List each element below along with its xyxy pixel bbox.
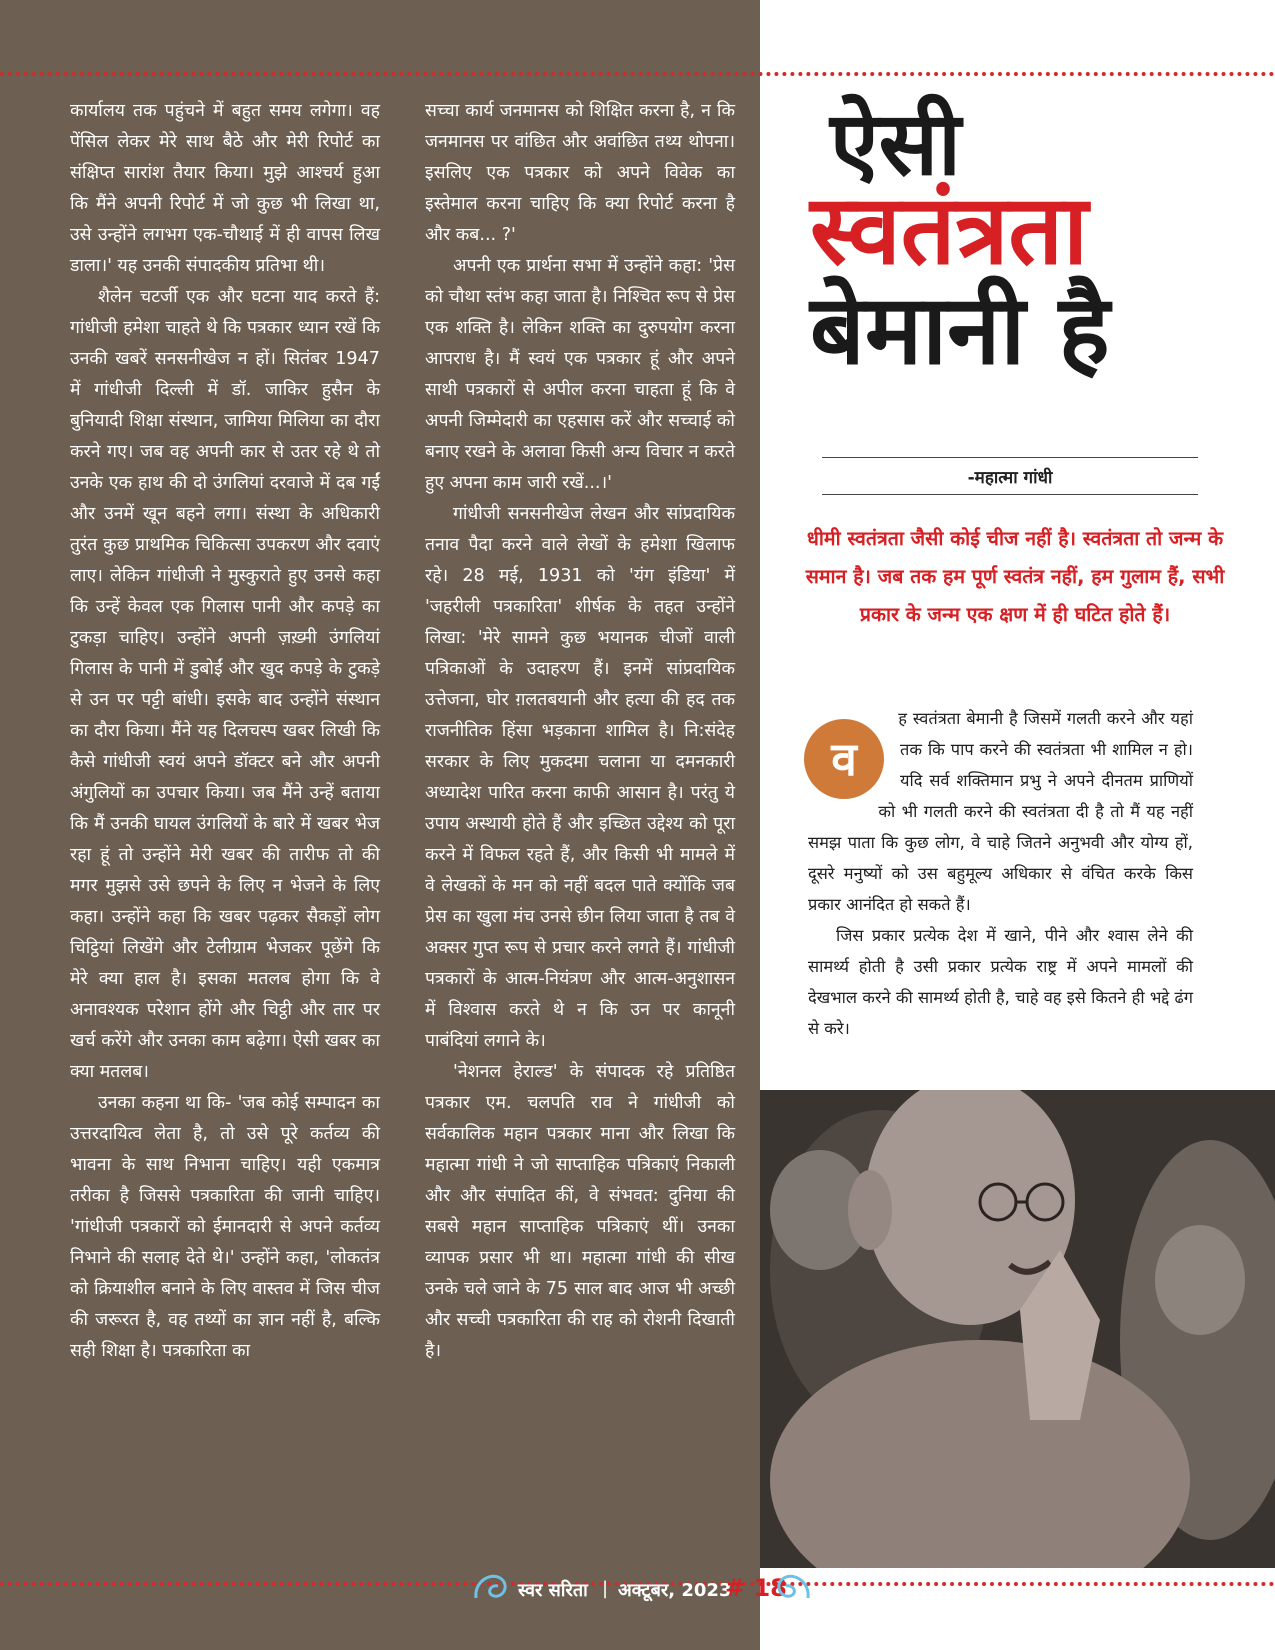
article-column-1 bbox=[70, 96, 380, 1367]
pull-quote: धीमी स्वतंत्रता जैसी कोई चीज नहीं है। स्वतंत्रता तो जन्म के समान है। जब तक हम पूर्ण स्वतंत्र नहीं, हम गुलाम हैं, सभी प्रकार के जन्म एक क्षण में ही घटित होते हैं। bbox=[805, 527, 1225, 626]
brand-name: स्वर सरिता bbox=[518, 1580, 588, 1601]
headline-line-2: स्वतंत्रता bbox=[810, 174, 1089, 286]
paragraph: गांधीजी सनसनीखेज लेखन और सांप्रदायिक तनाव पैदा करने वाले लेखों के हमेशा खिलाफ रहे। 28 मई, 1931 को 'यंग इंडिया' में 'जहरीली पत्रकारिता' शीर्षक के तहत उन्होंने लिखा: 'मेरे सामने कुछ भयानक चीजों वाली पत्रिकाओं के उदाहरण हैं। इनमें सांप्रदायिक उत्तेजना, घोर ग़लतबयानी और हत्या की हद तक राजनीतिक हिंसा भड़काना शामिल है। नि:संदेह सरकार के लिए मुकदमा चलाना या दमनकारी अध्यादेश पारित करना काफी आसान है। परंतु ये उपाय अस्थायी होते हैं और इच्छित उद्देश्य को पूरा करने में विफल रहते हैं, और किसी भी मामले में वे लेखकों के मन को नहीं बदल पाते क्योंकि जब प्रेस का खुला मंच उनसे छीन लिया जाता है तब वे अक्सर गुप्त रूप से प्रचार करने लगते हैं। गांधीजी पत्रकारों के आत्म-नियंत्रण और आत्म-अनुशासन में विश्वास करते थे न कि उन पर कानूनी पाबंदियां लगाने के। bbox=[425, 504, 735, 1051]
headline bbox=[810, 92, 1240, 386]
footer-separator: | bbox=[602, 1578, 609, 1599]
quote-body bbox=[808, 703, 1193, 1044]
author-credit: -महात्मा गांधी bbox=[967, 468, 1053, 488]
paragraph: शैलेन चटर्जी एक और घटना याद करते हैं: गांधीजी हमेशा चाहते थे कि पत्रकार ध्यान रखें कि उनकी खबरें सनसनीखेज न हों। सितंबर 1947 में गांधीजी दिल्ली में डॉ. जाकिर हुसैन के बुनियादी शिक्षा संस्थान, जामिया मिलिया का दौरा करने गए। जब वह अपनी कार से उतर रहे थे तो उनके एक हाथ की दो उंगलियां दरवाजे में दब गईं और उनमें खून बहने लगा। संस्था के अधिकारी तुरंत कुछ प्राथमिक चिकित्सा उपकरण और दवाएं लाए। लेकिन गांधीजी ने मुस्कुराते हुए उनसे कहा कि उन्हें केवल एक गिलास पानी और कपड़े का टुकड़ा चाहिए। उन्होंने अपनी ज़ख़्मी उंगलियां गिलास के पानी में डुबोईं और खुद कपड़े के टुकड़े से उन पर पट्टी बांधी। इसके बाद उन्होंने संस्थान का दौरा किया। मैंने यह दिलचस्प खबर लिखी कि कैसे गांधीजी स्वयं अपने डॉक्टर बने और अपनी अंगुलियों का उपचार किया। जब मैंने उन्हें बताया कि मैं उनकी घायल उंगलियों के बारे में खबर भेज रहा हूं तो उन्होंने मेरी खबर की तारीफ तो की मगर मुझसे उसे छपने के लिए न भेजने के लिए कहा। उन्होंने कहा कि खबर पढ़कर सैकड़ों लोग चिट्ठियां लिखेंगे और टेलीग्राम भेजकर पूछेंगे कि मेरे क्या हाल है। इसका मतलब होगा कि वे अनावश्यक परेशान होंगे और चिट्ठी और तार पर खर्च करेंगे और उनका काम बढ़ेगा। ऐसी खबर का क्या मतलब। bbox=[70, 287, 380, 1082]
issue-date: अक्टूबर, 2023 bbox=[618, 1580, 732, 1601]
page-footer bbox=[470, 1568, 830, 1608]
dropcap-badge: व bbox=[804, 719, 884, 799]
paragraph: 'नेशनल हेराल्ड' के संपादक रहे प्रतिष्ठित पत्रकार एम. चलपति राव ने गांधीजी को सर्वकालिक महान पत्रकार माना और लिखा कि महात्मा गांधी ने जो साप्ताहिक पत्रिकाएं निकाली और और संपादित कीं, वे संभवत: दुनिया की सबसे महान साप्ताहिक पत्रिकाएं थीं। उनका व्यापक प्रसार भी था। महात्मा गांधी की सीख उनके चले जाने के 75 साल बाद आज भी अच्छी और सच्ची पत्रकारिता की राह को रोशनी दिखाती है। bbox=[425, 1062, 735, 1361]
swirl-end-icon bbox=[770, 1568, 814, 1608]
portrait-illustration bbox=[760, 1090, 1275, 1568]
paragraph: सच्चा कार्य जनमानस को शिक्षित करना है, न कि जनमानस पर वांछित और अवांछित तथ्य थोपना। इसलिए एक पत्रकार को अपने विवेक का इस्तेमाल करना चाहिए कि क्या रिपोर्ट करना है और कब... ?' bbox=[425, 101, 735, 245]
paragraph: कार्यालय तक पहुंचने में बहुत समय लगेगा। वह पेंसिल लेकर मेरे साथ बैठे और मेरी रिपोर्ट का संक्षिप्त सारांश तैयार किया। मुझे आश्चर्य हुआ कि मैंने अपनी रिपोर्ट में जो कुछ भी लिखा था, उसे उन्होंने लगभग एक-चौथाई में ही वापस लिख डाला।' यह उनकी संपादकीय प्रतिभा थी। bbox=[70, 101, 380, 276]
paragraph: अपनी एक प्रार्थना सभा में उन्होंने कहा: 'प्रेस को चौथा स्तंभ कहा जाता है। निश्चित रूप से प्रेस एक शक्ति है। लेकिन शक्ति का दुरुपयोग करना आपराध है। मैं स्वयं एक पत्रकार हूं और अपने साथी पत्रकारों से अपील करना चाहता हूं कि वे अपनी जिम्मेदारी का एहसास करें और सच्चाई को बनाए रखने के अलावा किसी अन्य विचार न करते हुए अपना काम जारी रखें...।' bbox=[425, 256, 735, 493]
headline-line-1: ऐसी bbox=[830, 92, 961, 195]
paragraph: उनका कहना था कि- 'जब कोई सम्पादन का उत्तरदायित्व लेता है, तो उसे पूरे कर्तव्य की भावना के साथ निभाना चाहिए। यही एकमात्र तरीका है जिससे पत्रकारिता की जानी चाहिए। 'गांधीजी पत्रकारों को ईमानदारी से अपने कर्तव्य निभाने की सलाह देते थे।' उन्होंने कहा, 'लोकतंत्र को क्रियाशील बनाने के लिए वास्तव में जिस चीज की जरूरत है, वह तथ्यों का ज्ञान नहीं है, बल्कि सही शिक्षा है। पत्रकारिता का bbox=[70, 1093, 380, 1361]
author-rule-bottom bbox=[822, 494, 1198, 495]
gandhi-photo bbox=[760, 1090, 1275, 1568]
headline-line-3: बेमानी है bbox=[810, 274, 1110, 386]
paragraph: जिस प्रकार प्रत्येक देश में खाने, पीने और श्वास लेने की सामर्थ्य होती है उसी प्रकार प्रत्येक राष्ट्र में अपने मामलों की देखभाल करने की सामर्थ्य होती है, चाहे वह इसे कितने ही भद्दे ढंग से करे। bbox=[808, 926, 1193, 1038]
page-number: # 18 bbox=[725, 1574, 787, 1602]
author-rule-top bbox=[822, 457, 1198, 458]
swirl-logo-icon bbox=[470, 1568, 514, 1608]
article-column-2 bbox=[425, 96, 735, 1367]
top-dotted-rule bbox=[0, 72, 1275, 76]
paragraph: ह स्वतंत्रता बेमानी है जिसमें गलती करने और यहां तक कि पाप करने की स्वतंत्रता भी शामिल न हो। यदि सर्व शक्तिमान प्रभु ने अपने दीनतम प्राणियों को भी गलती करने की स्वतंत्रता दी है तो मैं यह नहीं समझ पाता कि कुछ लोग, वे चाहे जितने अनुभवी और योग्य हों, दूसरे मनुष्यों को उस बहुमूल्य अधिकार से वंचित करके किस प्रकार आनंदित हो सकते हैं। bbox=[808, 709, 1193, 914]
